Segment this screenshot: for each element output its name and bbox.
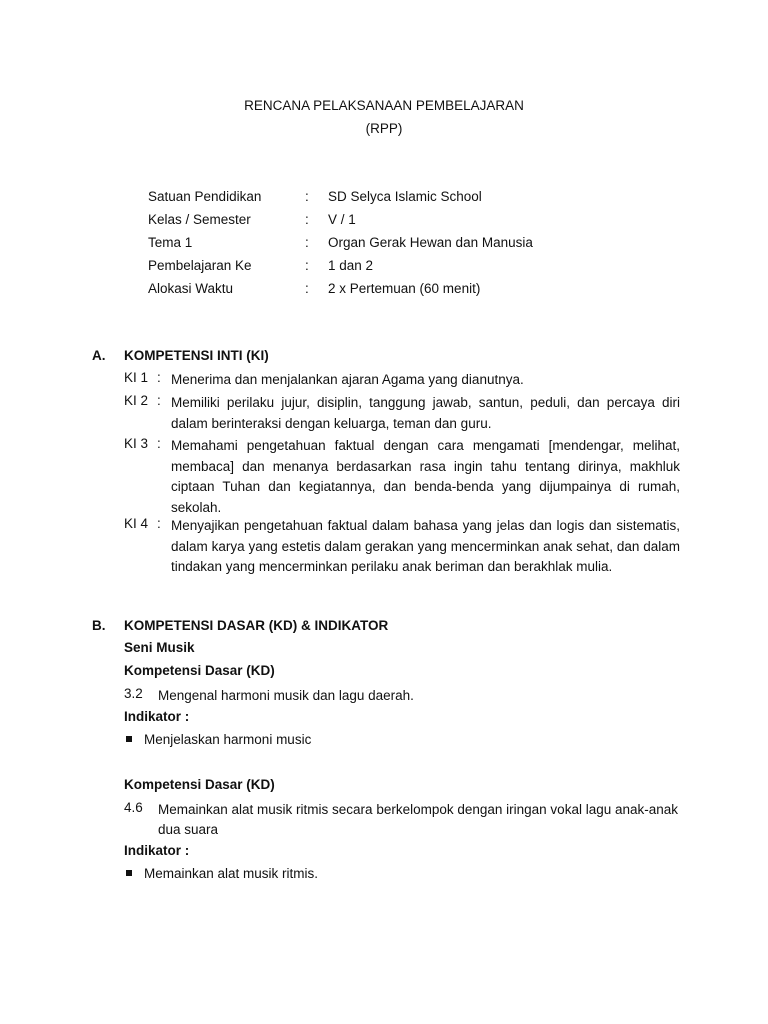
meta-value: SD Selyca Islamic School (328, 189, 482, 204)
meta-colon: : (305, 235, 309, 250)
meta-value: V / 1 (328, 212, 356, 227)
kd-text: Memainkan alat musik ritmis secara berkelompok dengan iringan vokal lagu anak-anak dua suara (158, 802, 679, 837)
meta-colon: : (305, 281, 309, 296)
ki-text: Menerima dan menjalankan ajaran Agama yang dianutnya. (171, 372, 524, 387)
section-b-letter: B. (92, 618, 106, 633)
document-subtitle: (RPP) (365, 121, 403, 136)
indicator-text: Menjelaskan harmoni music (144, 732, 312, 747)
ki-text: Menyajikan pengetahuan faktual dalam bahasa yang jelas dan logis dan sistematis, dalam karya yang estetis dalam gerakan yang mencerminkan anak sehat, dan dalam tindakan yang mencerminkan perilaku anak beriman dan berakhlak mulia. (171, 518, 680, 574)
ki-item (124, 393, 680, 434)
kd-heading: Kompetensi Dasar (KD) (124, 777, 275, 792)
ki-colon: : (157, 370, 161, 385)
ki-label: KI 2 (124, 393, 149, 408)
ki-colon: : (157, 393, 161, 408)
meta-label: Kelas / Semester (148, 212, 251, 227)
meta-value: Organ Gerak Hewan dan Manusia (328, 235, 533, 250)
section-a-title: KOMPETENSI INTI (KI) (124, 348, 269, 363)
bullet-icon (126, 736, 132, 742)
ki-colon: : (157, 436, 161, 451)
ki-colon: : (157, 516, 161, 531)
indicator-heading: Indikator : (124, 843, 190, 858)
section-a-letter: A. (92, 348, 106, 363)
meta-label: Alokasi Waktu (148, 281, 234, 296)
meta-colon: : (305, 212, 309, 227)
ki-label: KI 1 (124, 370, 149, 385)
meta-value: 2 x Pertemuan (60 menit) (328, 281, 481, 296)
kd-item (124, 686, 680, 706)
ki-item (124, 370, 680, 391)
ki-label: KI 3 (124, 436, 149, 451)
meta-colon: : (305, 189, 309, 204)
ki-label: KI 4 (124, 516, 149, 531)
meta-label: Pembelajaran Ke (148, 258, 252, 273)
ki-item (124, 516, 680, 578)
subject-heading: Seni Musik (124, 640, 195, 655)
meta-colon: : (305, 258, 309, 273)
kd-number: 4.6 (124, 800, 143, 815)
meta-value: 1 dan 2 (328, 258, 374, 273)
indicator-item (124, 732, 311, 747)
bullet-icon (126, 870, 132, 876)
ki-text: Memiliki perilaku jujur, disiplin, tanggung jawab, santun, peduli, dan percaya diri dalam berinteraksi dengan keluarga, teman dan guru. (171, 395, 680, 431)
kd-text: Mengenal harmoni musik dan lagu daerah. (158, 688, 414, 703)
kd-number: 3.2 (124, 686, 143, 701)
meta-label: Tema 1 (148, 235, 193, 250)
indicator-text: Memainkan alat musik ritmis. (144, 866, 319, 881)
indicator-item (124, 866, 318, 881)
document-title: RENCANA PELAKSANAAN PEMBELAJARAN (244, 98, 524, 113)
meta-label: Satuan Pendidikan (148, 189, 262, 204)
ki-item (124, 436, 680, 518)
kd-heading: Kompetensi Dasar (KD) (124, 663, 275, 678)
kd-item (124, 800, 680, 840)
section-b-title: KOMPETENSI DASAR (KD) & INDIKATOR (124, 618, 389, 633)
indicator-heading: Indikator : (124, 709, 190, 724)
ki-text: Memahami pengetahuan faktual dengan cara mengamati [mendengar, melihat, membaca] dan menanya berdasarkan rasa ingin tahu tentang dirinya, makhluk ciptaan Tuhan dan kegiatannya, dan benda-benda yang dijumpainya di rumah, sekolah. (171, 438, 680, 515)
